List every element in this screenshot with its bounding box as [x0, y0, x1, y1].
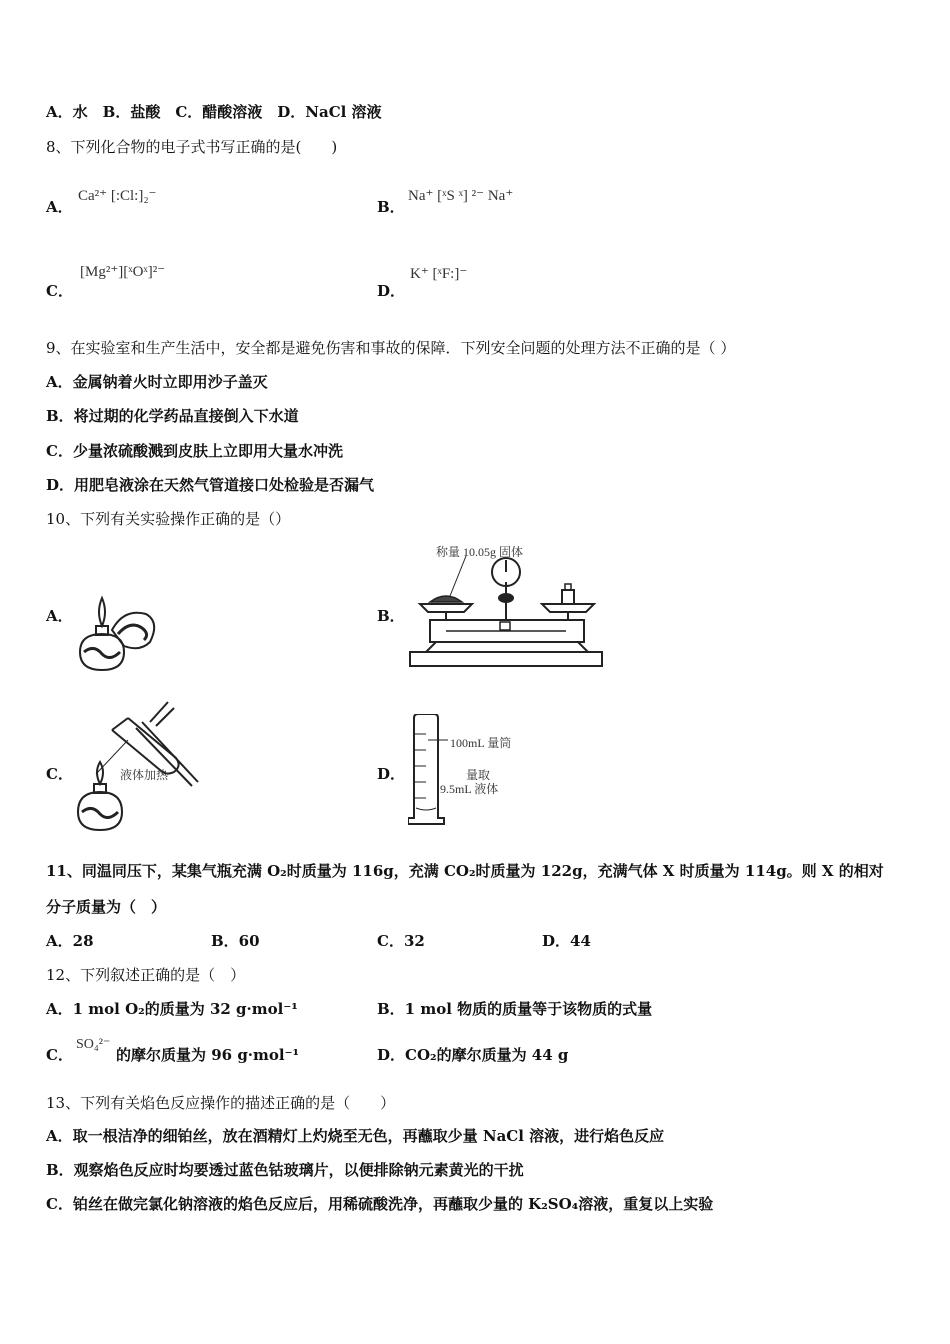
- q12-option-d: D．CO₂的摩尔质量为 44 g: [377, 1046, 569, 1064]
- q9-stem: 9、在实验室和生产生活中，安全都是避免伤害和事故的保障．下列安全问题的处理方法不正确的是（ ）: [46, 339, 736, 357]
- q8-option-c-formula: [Mg²⁺][ˣOˣ]²⁻: [80, 264, 166, 280]
- q8-option-a-label: A．: [46, 198, 73, 216]
- q12-stem: 12、下列叙述正确的是（ ）: [46, 966, 246, 984]
- q8-option-d-label: D．: [377, 282, 406, 300]
- q13-option-c: C．铂丝在做完氯化钠溶液的焰色反应后，用稀硫酸洗净，再蘸取少量的 K₂SO₄溶液，重复以上实验: [46, 1195, 714, 1213]
- q10-option-b-label: B．: [377, 607, 405, 625]
- q10-option-d-label: D．: [377, 765, 406, 783]
- q12-option-c-formula: SO₄²⁻: [76, 1037, 111, 1052]
- heating-caption: 液体加热: [120, 768, 169, 782]
- q10-option-c-label: C．: [46, 765, 73, 783]
- q11-option-a: A．28: [46, 932, 94, 950]
- q10-option-a-label: A．: [46, 607, 73, 625]
- q8-option-b-formula: Na⁺ [ˣS ˣ] ²⁻ Na⁺: [408, 188, 514, 204]
- q11-stem-line1: 11、同温同压下，某集气瓶充满 O₂时质量为 116g，充满 CO₂时质量为 122g，充满气体 X 时质量为 114g。则 X 的相对: [46, 862, 884, 880]
- q13-stem: 13、下列有关焰色反应操作的描述正确的是（ ）: [46, 1094, 396, 1112]
- q13-option-b: B．观察焰色反应时均要透过蓝色钴玻璃片，以便排除钠元素黄光的干扰: [46, 1161, 524, 1179]
- alcohol-lamp-lighting-figure: [72, 590, 162, 674]
- balance-caption: 称量 10.05g 固体: [436, 545, 524, 559]
- q8-option-a-formula: Ca²⁺ [:Cl:]₂⁻: [78, 188, 157, 204]
- q9-option-d: D．用肥皂液涂在天然气管道接口处检验是否漏气: [46, 476, 375, 494]
- q12-option-b: B．1 mol 物质的质量等于该物质的式量: [377, 1000, 653, 1018]
- q11-option-d: D．44: [542, 932, 591, 950]
- q12-option-c-text: 的摩尔质量为 96 g·mol⁻¹: [116, 1046, 300, 1064]
- q12-option-a: A．1 mol O₂的质量为 32 g·mol⁻¹: [46, 1000, 298, 1018]
- q7-options: A．水 B．盐酸 C．醋酸溶液 D．NaCl 溶液: [46, 103, 382, 121]
- cylinder-caption-1: 100mL 量筒: [450, 736, 512, 750]
- cylinder-caption-2: 量取: [466, 768, 491, 782]
- q9-option-b: B．将过期的化学药品直接倒入下水道: [46, 407, 299, 425]
- q13-option-a: A．取一根洁净的细铂丝，放在酒精灯上灼烧至无色，再蘸取少量 NaCl 溶液，进行焰色反应: [46, 1127, 665, 1145]
- q8-option-d-formula: K⁺ [ˣF:]⁻: [410, 266, 468, 282]
- graduated-cylinder-figure: [408, 714, 448, 826]
- q8-option-b-label: B．: [377, 198, 405, 216]
- q11-option-c: C．32: [377, 932, 425, 950]
- q12-option-c-label: C．: [46, 1046, 73, 1064]
- q11-stem-line2: 分子质量为（ ）: [46, 898, 167, 916]
- q8-stem: 8、下列化合物的电子式书写正确的是( ): [46, 138, 338, 156]
- q9-option-a: A．金属钠着火时立即用沙子盖灭: [46, 373, 268, 391]
- q10-stem: 10、下列有关实验操作正确的是（）: [46, 510, 291, 528]
- q8-option-c-label: C．: [46, 282, 73, 300]
- q9-option-c: C．少量浓硫酸溅到皮肤上立即用大量水冲洗: [46, 442, 343, 460]
- cylinder-caption-3: 9.5mL 液体: [440, 782, 499, 796]
- q11-option-b: B．60: [211, 932, 260, 950]
